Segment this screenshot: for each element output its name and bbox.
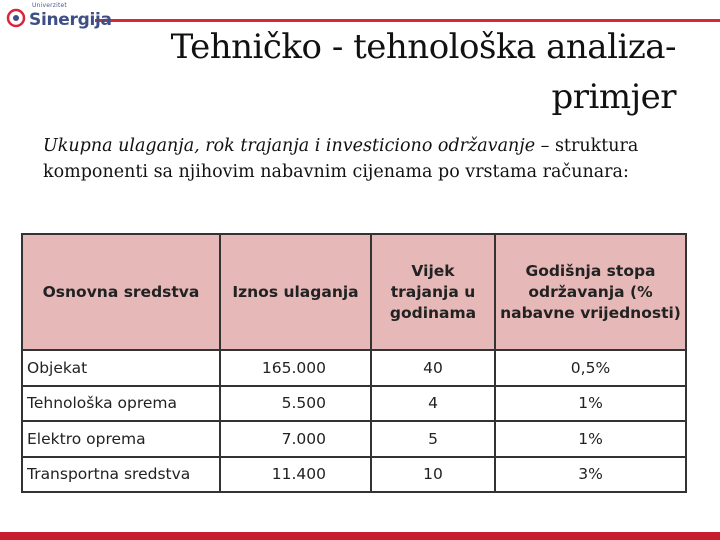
cell-amount: 165.000 bbox=[220, 350, 371, 386]
logo-name: Sinergija bbox=[29, 9, 112, 30]
cell-maintenance-rate: 0,5% bbox=[495, 350, 686, 386]
subtitle-italic: Ukupna ulaganja, rok trajanja i investiciono održavanje – bbox=[43, 136, 550, 156]
table-row bbox=[22, 350, 686, 386]
subtitle-normal: struktura komponenti sa njihovim nabavnim cijenama po vrstama računara: bbox=[43, 136, 639, 182]
cell-asset: Objekat bbox=[22, 350, 220, 386]
table-row bbox=[22, 386, 686, 422]
cell-lifetime: 40 bbox=[371, 350, 495, 386]
logo-top-text: Univerzitet bbox=[32, 2, 67, 9]
cell-maintenance-rate: 3% bbox=[495, 457, 686, 493]
cell-maintenance-rate: 1% bbox=[495, 421, 686, 457]
assets-table-container bbox=[21, 233, 685, 493]
header-godisnja-stopa: Godišnja stopa održavanja (% nabavne vrijednosti) bbox=[495, 234, 686, 350]
header-iznos-ulaganja: Iznos ulaganja bbox=[220, 234, 371, 350]
cell-amount: 11.400 bbox=[220, 457, 371, 493]
header-vijek-trajanja: Vijek trajanja u godinama bbox=[371, 234, 495, 350]
cell-lifetime: 4 bbox=[371, 386, 495, 422]
cell-amount: 5.500 bbox=[220, 386, 371, 422]
cell-asset: Elektro oprema bbox=[22, 421, 220, 457]
cell-lifetime: 5 bbox=[371, 421, 495, 457]
bottom-accent-line bbox=[0, 532, 720, 540]
cell-asset: Tehnološka oprema bbox=[22, 386, 220, 422]
header-osnovna-sredstva: Osnovna sredstva bbox=[22, 234, 220, 350]
table-header-row bbox=[22, 234, 686, 350]
cell-asset: Transportna sredstva bbox=[22, 457, 220, 493]
table-row bbox=[22, 421, 686, 457]
cell-maintenance-rate: 1% bbox=[495, 386, 686, 422]
cell-amount: 7.000 bbox=[220, 421, 371, 457]
assets-table bbox=[21, 233, 687, 493]
logo-mark-icon bbox=[6, 8, 26, 28]
cell-lifetime: 10 bbox=[371, 457, 495, 493]
slide-subtitle bbox=[43, 133, 663, 185]
slide-title: Tehničko - tehnološka analiza-primjer bbox=[170, 27, 676, 117]
table-row bbox=[22, 457, 686, 493]
